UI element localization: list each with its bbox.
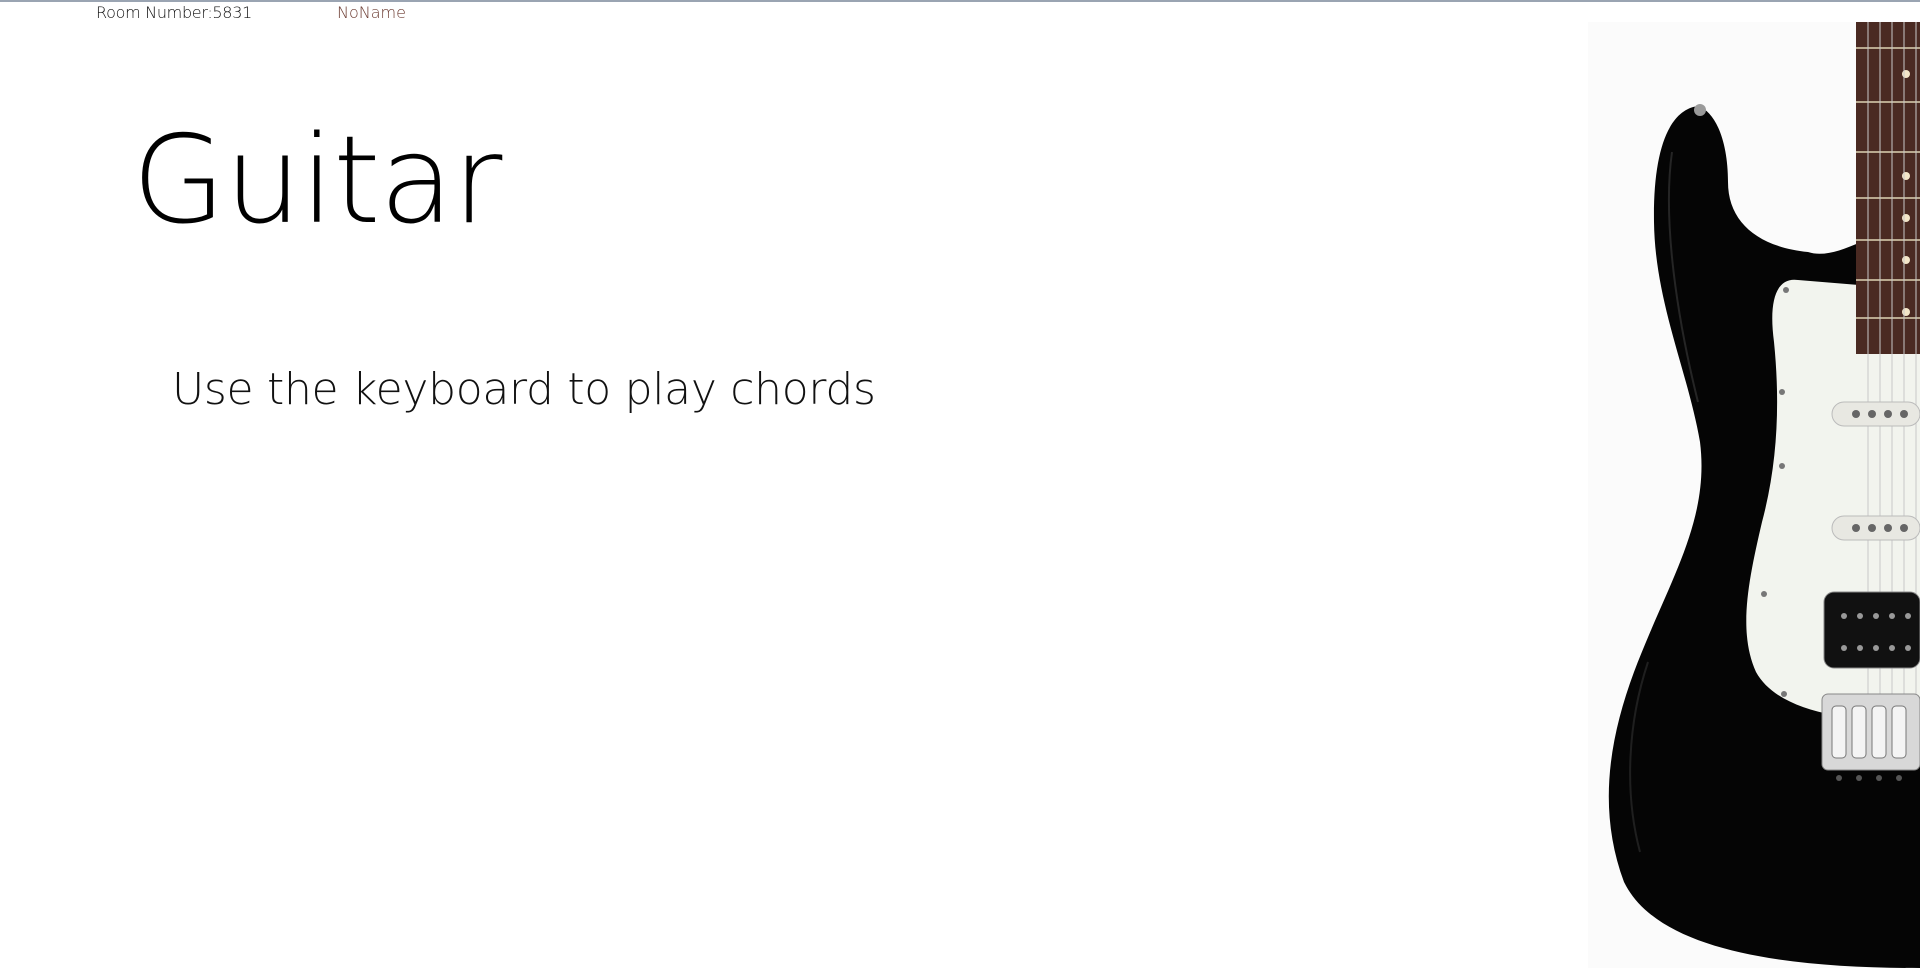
top-border bbox=[0, 0, 1920, 2]
strap-button bbox=[1694, 104, 1706, 116]
guitar-illustration bbox=[1588, 22, 1920, 968]
bridge bbox=[1822, 694, 1920, 781]
room-number-label: Room Number:5831 bbox=[96, 3, 252, 22]
guitar-image bbox=[1588, 22, 1920, 968]
fretboard bbox=[1856, 22, 1920, 354]
neck-pickup bbox=[1832, 402, 1920, 426]
page-title: Guitar bbox=[132, 110, 502, 251]
middle-pickup bbox=[1832, 516, 1920, 540]
bridge-pickup bbox=[1824, 592, 1920, 668]
user-name-label: NoName bbox=[337, 3, 406, 22]
instructions-text: Use the keyboard to play chords bbox=[172, 364, 876, 415]
